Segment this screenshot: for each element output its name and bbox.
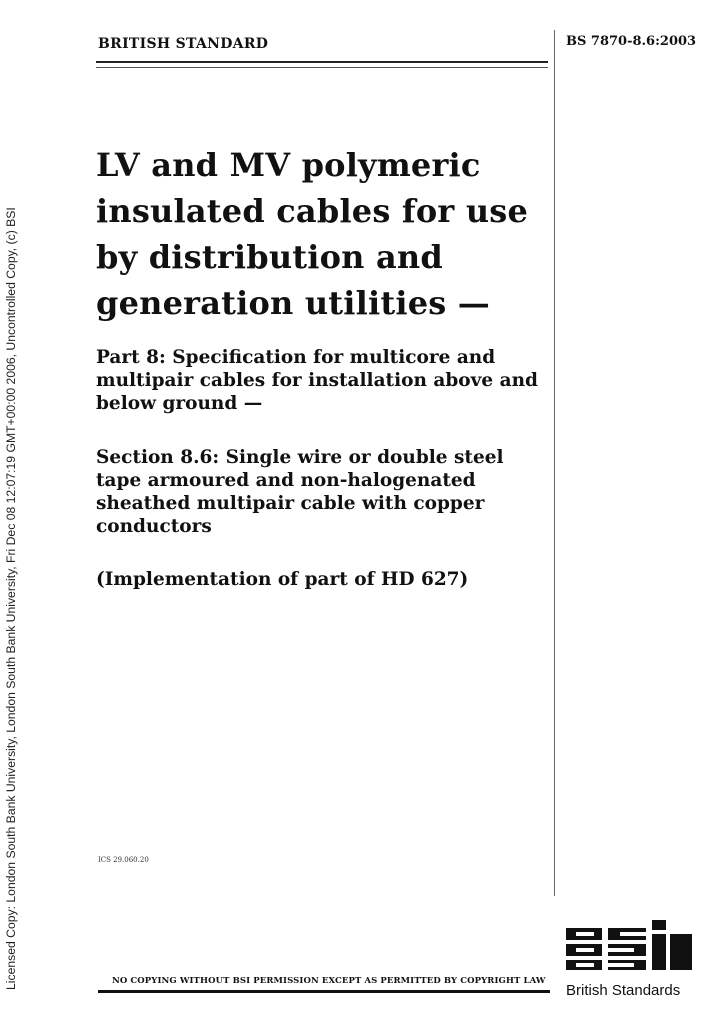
ics-code: ICS 29.060.20 xyxy=(98,856,149,864)
document-title: LV and MV polymeric insulated cables for use by distribution and generation utilities — xyxy=(96,146,529,322)
standard-code: BS 7870-8.6:2003 xyxy=(566,34,697,49)
header-label: BRITISH STANDARD xyxy=(98,36,269,52)
vertical-divider xyxy=(554,30,555,896)
part-heading: Part 8: Specification for multicore and multipair cables for installation above and below ground — xyxy=(96,347,538,414)
bsi-logo xyxy=(564,918,696,972)
header-rule-thin xyxy=(96,67,548,68)
publisher-name: British Standards xyxy=(566,982,681,999)
copyright-notice: NO COPYING WITHOUT BSI PERMISSION EXCEPT AS PERMITTED BY COPYRIGHT LAW xyxy=(112,976,546,986)
license-watermark: Licensed Copy: London South Bank University, London South Bank University, Fri Dec 08 12:07:19 GMT+00:00 2006, Uncontrolled Copy, (c) BSI xyxy=(4,207,18,990)
footer-rule xyxy=(98,990,550,993)
header-rule xyxy=(96,61,548,63)
section-heading: Section 8.6: Single wire or double steel tape armoured and non-halogenated sheathed multipair cable with copper conductors xyxy=(96,447,504,537)
implementation-note: (Implementation of part of HD 627) xyxy=(96,569,469,590)
